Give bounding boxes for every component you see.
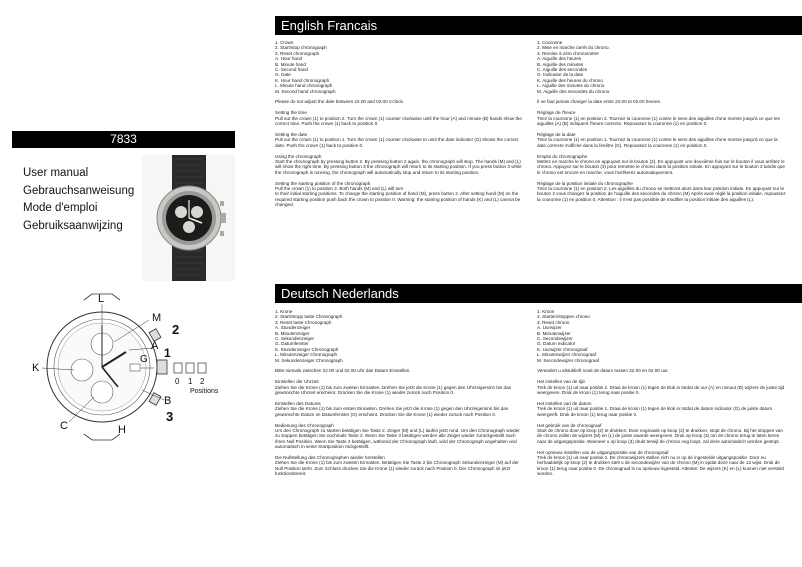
diagram-label-1: 1 xyxy=(164,346,171,360)
diagram-label-3: 3 xyxy=(166,409,174,424)
header-english-francais: English Francais xyxy=(275,16,802,35)
diagram-label-M: M xyxy=(152,312,162,324)
diagram-label-C: C xyxy=(60,420,68,432)
french-instructions: 1. Couronne 2. Mise en marche /arrêt du chrono. 3. Remise à zéro chronomètre A. Aiguille des heures B. Aiguille des minutes C. Aiguille des secondes G. Indicatior de la date K. Aiguille des heures du chrono L. Aiguille des minutes du chrono M. Aiguille des secondes du chrono Il ne faut jamais changer la date entre 22.00 et 02.00 heures. Réglage de l'heure Tirez la couronne (1) en position 2. Tournez la couronne (1) contre le sens des aiguilles d'une montre jusqu'à ce que les aiguilles (A) (B) indiquent l'heure correcte. Repoussez la couronne (1) en position 0. Réglage de la date Tirez la couronne (1) en position 1. Tournez la couronne (1) contre le sens des aiguilles d'une montre jusqu'à ce que la date correcte s'affiche dans la fenêtre (G). Repoussez la couronne (1) en position 0. Emploi du chronographe Mettez en marche le chrono en appuyant sur le bouton (2). En appuyant une deuxième fois sur le bouton il vous arrêtez le chrono. Appuyez sur le bouton (3) pour remettre le chrono dans la position initiale. En appuyant sur le bouton 3 tandis que le chrono est encore en marche, vous l'arrêterez automatiquement. Réglage de la position initiale du chronographe Tirez la couronne (1) en position 2. Les aiguilles du chrono se mettront alors dans leur position initiale. En appuyant sur le bouton 2 vous changez la position de l'aiguille des secondes du chrono (M) Après avoir réglé la position initiale, repoussez la couronne (1) en position 0. Attention : il n'est pas possible de modifier la position initiale des aiguilles (L). xyxy=(537,40,786,202)
crown-position-0: 0 xyxy=(175,377,180,386)
manual-titles xyxy=(23,165,134,235)
model-number-bar: 7833 xyxy=(12,131,235,148)
title-gebrauchsanweisung: Gebrauchsanweisung xyxy=(23,184,135,197)
diagram-label-K: K xyxy=(32,362,40,374)
title-mode-emploi: Mode d'emploi xyxy=(23,202,98,215)
english-instructions: 1. Crown 2. Start/stop chronograph 3. Reset chronograph A. Hour hand B. Minute hand C. Second hand G. Date K. Hour hand chronograph L. Minute hand chronograph M. Second hand chronograph Please do not adjust the date between 22.00 and 02.00 o'clock. Setting the time Pull out the crown (1) to position 2. Turn the crown (1) counter clockwise until the hour (A) and minute (B) hands show the correct time. Push the crown (1) back to position 0. Setting the date Pull out the crown (1) to position 1. Turn the crown (1) counter clockwise to until the date indicator (G) shows the correct date. Push the crown (1) back to position 0. Using the chronograph Start the chronograph by pressing button 2. By pressing button 2 again, the chronograph will stop. The hands (M) and (L) will show the right time. By pressing button 3 the chronograph will return to its starting position. If you press button 3 while the chronograph is running, the chronograph will automatically stop and return to its starting position. Setting the starting position of the chronograph Pull the crown (1) to position 2. Both hands (M) and (L) will turn to their initial starting positions. To change the starting position of hand (M), press button 2. After setting hand (M) on the required starting position push back the crown to position 0. Warning: the starting position of hands (K) and (L) cannot be changed. xyxy=(275,40,522,208)
crown-position-1: 1 xyxy=(188,377,193,386)
title-gebruiksaanwijzing: Gebruiksaanwijzing xyxy=(23,219,123,232)
header-deutsch-nederlands: Deutsch Nederlands xyxy=(275,284,802,303)
watch-diagram xyxy=(14,292,234,442)
german-instructions: 1. Krone 2. Start/Stopp taste Chronograph 3. Reset taste Chronograph A. Stundenzeiger B. Minutenzeiger C. Sekundenzeiger G. Datumfenster K. Stundenzeiger Chronograph L. Minutenzeiger Chronograph M. Sekundenzeiger Chronograph Bitte niemals zwischen 22.00 und 02.00 Uhr das Datum Einstellen. Einstellen der Uhrzeit Ziehen Sie die Krone (1) bis zum zweiten Einrasten. Drehen Sie jetzt die Krone (1) gegen den Uhrzeigersinn bis das gewünschte Uhrzeit erscheint. Drücken Sie die Krone (1) wieder zurück nach Position 0. Einstellen des Datums Ziehen Sie die Krone (1) bis zum ersten Einrasten. Drehen Sie jetzt die Krone (1) gegen den Uhrzeigersinn bis das gewünschte Datum im Datumfenster (G) erscheint. Drücken Sie die Krone (1) wieder zurück nach Position 0. Bedienung des Chronograph Um den Chronograph zu starten betätigen Sie Taste 2. Zeiger (M) und (L) laufen jetzt rund. Um den Chronograph wieder zu stoppen betätigen Sie nochmals Taste 2. Wenn Sie Taste 3 betätigen werden alle Zeiger wieder zurückgestellt nach ihren Null Position. Wenn Sie Taste 3 betätigen, während der Chronograph läuft, wird der Chronograph angehalten und automatisch in seine Startposition rückgestellt. Die Nullstellung des Chronographen wieder herstellen Ziehen Sie die Krone (1) bis zum zweiten Einrasten. Betätigen Sie Taste 2 bis Chronograph Sekundenzeiger (M) auf der Null Position steht. Zum Schluss drucken Sie die Krone (1) wieder zurück nach Position 0. Der Chronograph ist jetzt funktionsbereit. xyxy=(275,309,520,477)
crown-position-2: 2 xyxy=(200,377,205,386)
diagram-label-A: A xyxy=(151,340,159,352)
diagram-label-G: G xyxy=(140,354,148,365)
dutch-instructions: 1. Kroon 2. Starten/stoppen chrono 3. Reset chrono A. Uurwijzer B. Minutenwijzer C. Secondewijzer G. Datum indicator K. Uurwijzer chronograaf L. Minutenwijzer chronograaf M. Secondewijzer chronograaf Verandert u alstublieft nooit de datum tussen 22.00 en 02.00 uur. Het instellen van de tijd. Trek de kroon (1) uit naar positie 2. Draai de kroon (1) tegen de klok in totdat de uur (A) en minuut (B) wijzers de juiste tijd weergeven. Druk de kroon (1) terug naar positie 0. Het instellen van de datum Trek de kroon (1) uit naar positie 1. Draai de kroon (1) tegen de klok in totdat de datum indicator (G) de juiste datum weergeeft. Druk de kroon (1) terug naar positie 0. Het gebruik van de chronograaf Start de chrono door op knop (2) te drukken. Door nogmaals op knop (2) te drukken, stopt de chrono. Bij het stoppen van de chrono zullen de wijzers (M) en (L) de juiste waarde weergeven. Druk op knop (3) om de chrono terug te laten keren naar de uitgangspositie. Wanneer u op knop (3) drukt terwijl de chrono nog loopt, zal deze automatisch worden gestopt. Het opnieuw instellen van de uitgangspositie van de chronograaf Trek de kroon (1) uit naar positie 2. De chronowijzers stellen zich nu in op de ingestelde uitgangspositie. Door nu herhaaldelijk op knop (2) te drukken stelt u de secondewijzer van de chrono (M) in opdat deze naar de 12 wijst. Druk de kroon (1) terug naar positie 0. De chronograaf is nu opnieuw ingesteld. Attentie: De wijzers (K) en (L) kunnen niet versteld worden. xyxy=(537,309,785,477)
diagram-label-L: L xyxy=(98,293,105,305)
diagram-label-B: B xyxy=(164,395,172,407)
diagram-label-H: H xyxy=(118,424,126,436)
diagram-label-2: 2 xyxy=(172,322,180,337)
title-user-manual: User manual xyxy=(23,167,89,179)
watch-photo xyxy=(142,155,235,281)
positions-label: Positions xyxy=(190,388,219,395)
